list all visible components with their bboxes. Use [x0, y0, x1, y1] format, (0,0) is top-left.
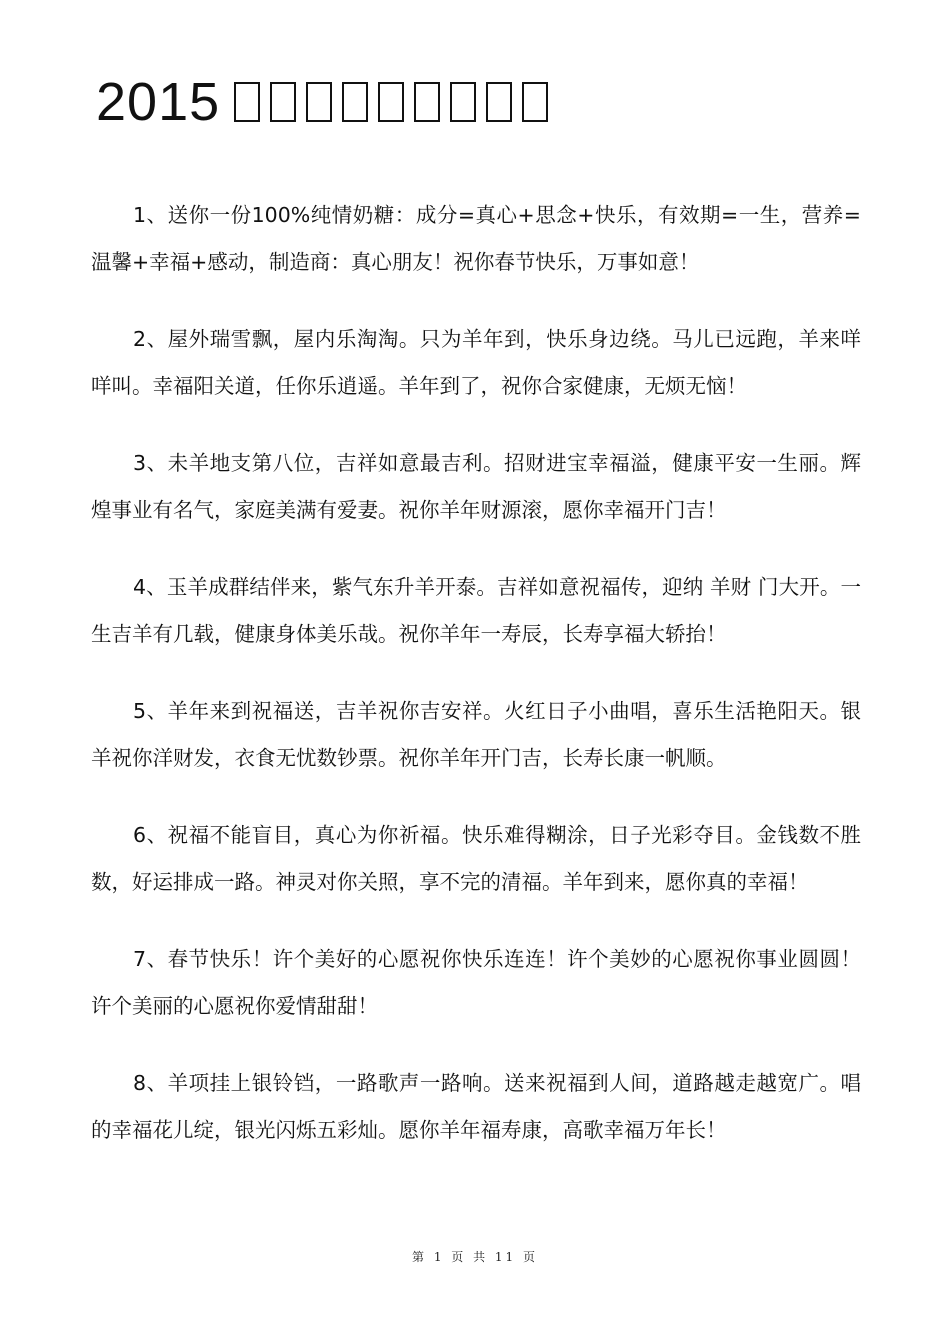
- paragraph-3: 3、未羊地支第八位，吉祥如意最吉利。招财进宝幸福溢，健康平安一生丽。辉煌事业有名气，家庭美满有爱妻。祝你羊年财源滚，愿你幸福开门吉！: [91, 451, 861, 522]
- page-title: [96, 66, 558, 138]
- paragraph-6: 6、祝福不能盲目，真心为你祈福。快乐难得糊涂，日子光彩夺目。金钱数不胜数，好运排成一路。神灵对你关照，享不完的清福。羊年到来，愿你真的幸福！: [91, 823, 861, 894]
- paragraph-5: 5、羊年来到祝福送，吉羊祝你吉安祥。火红日子小曲唱，喜乐生活艳阳天。银羊祝你洋财发，衣食无忧数钞票。祝你羊年开门吉，长寿长康一帆顺。: [91, 699, 861, 770]
- missing-glyph-box: [270, 82, 296, 122]
- paragraph-4: 4、玉羊成群结伴来，紫气东升羊开泰。吉祥如意祝福传，迎纳 羊财 门大开。一生吉羊有几载，健康身体美乐哉。祝你羊年一寿辰，长寿享福大轿抬！: [91, 575, 861, 646]
- missing-glyph-box: [342, 82, 368, 122]
- title-unrendered-glyphs: [234, 82, 558, 122]
- missing-glyph-box: [486, 82, 512, 122]
- missing-glyph-box: [414, 82, 440, 122]
- paragraph-1: 1、送你一份100%纯情奶糖：成分=真心+思念+快乐，有效期=一生，营养=温馨+幸福+感动，制造商：真心朋友！祝你春节快乐，万事如意！: [91, 203, 861, 274]
- paragraph-7: 7、春节快乐！许个美好的心愿祝你快乐连连！许个美妙的心愿祝你事业圆圆！许个美丽的心愿祝你爱情甜甜！: [91, 947, 861, 1018]
- page-footer: 第 1 页 共 11 页: [412, 1250, 538, 1264]
- missing-glyph-box: [378, 82, 404, 122]
- paragraph-8: 8、羊项挂上银铃铛，一路歌声一路响。送来祝福到人间，道路越走越宽广。唱的幸福花儿绽，银光闪烁五彩灿。愿你羊年福寿康，高歌幸福万年长！: [91, 1071, 861, 1142]
- missing-glyph-box: [522, 82, 548, 122]
- missing-glyph-box: [234, 82, 260, 122]
- document-body: [91, 192, 861, 1184]
- paragraph-2: 2、屋外瑞雪飘，屋内乐淘淘。只为羊年到，快乐身边绕。马儿已远跑，羊来咩咩叫。幸福阳关道，任你乐逍遥。羊年到了，祝你合家健康，无烦无恼！: [91, 327, 861, 398]
- missing-glyph-box: [450, 82, 476, 122]
- title-year: 2015: [96, 72, 221, 132]
- missing-glyph-box: [306, 82, 332, 122]
